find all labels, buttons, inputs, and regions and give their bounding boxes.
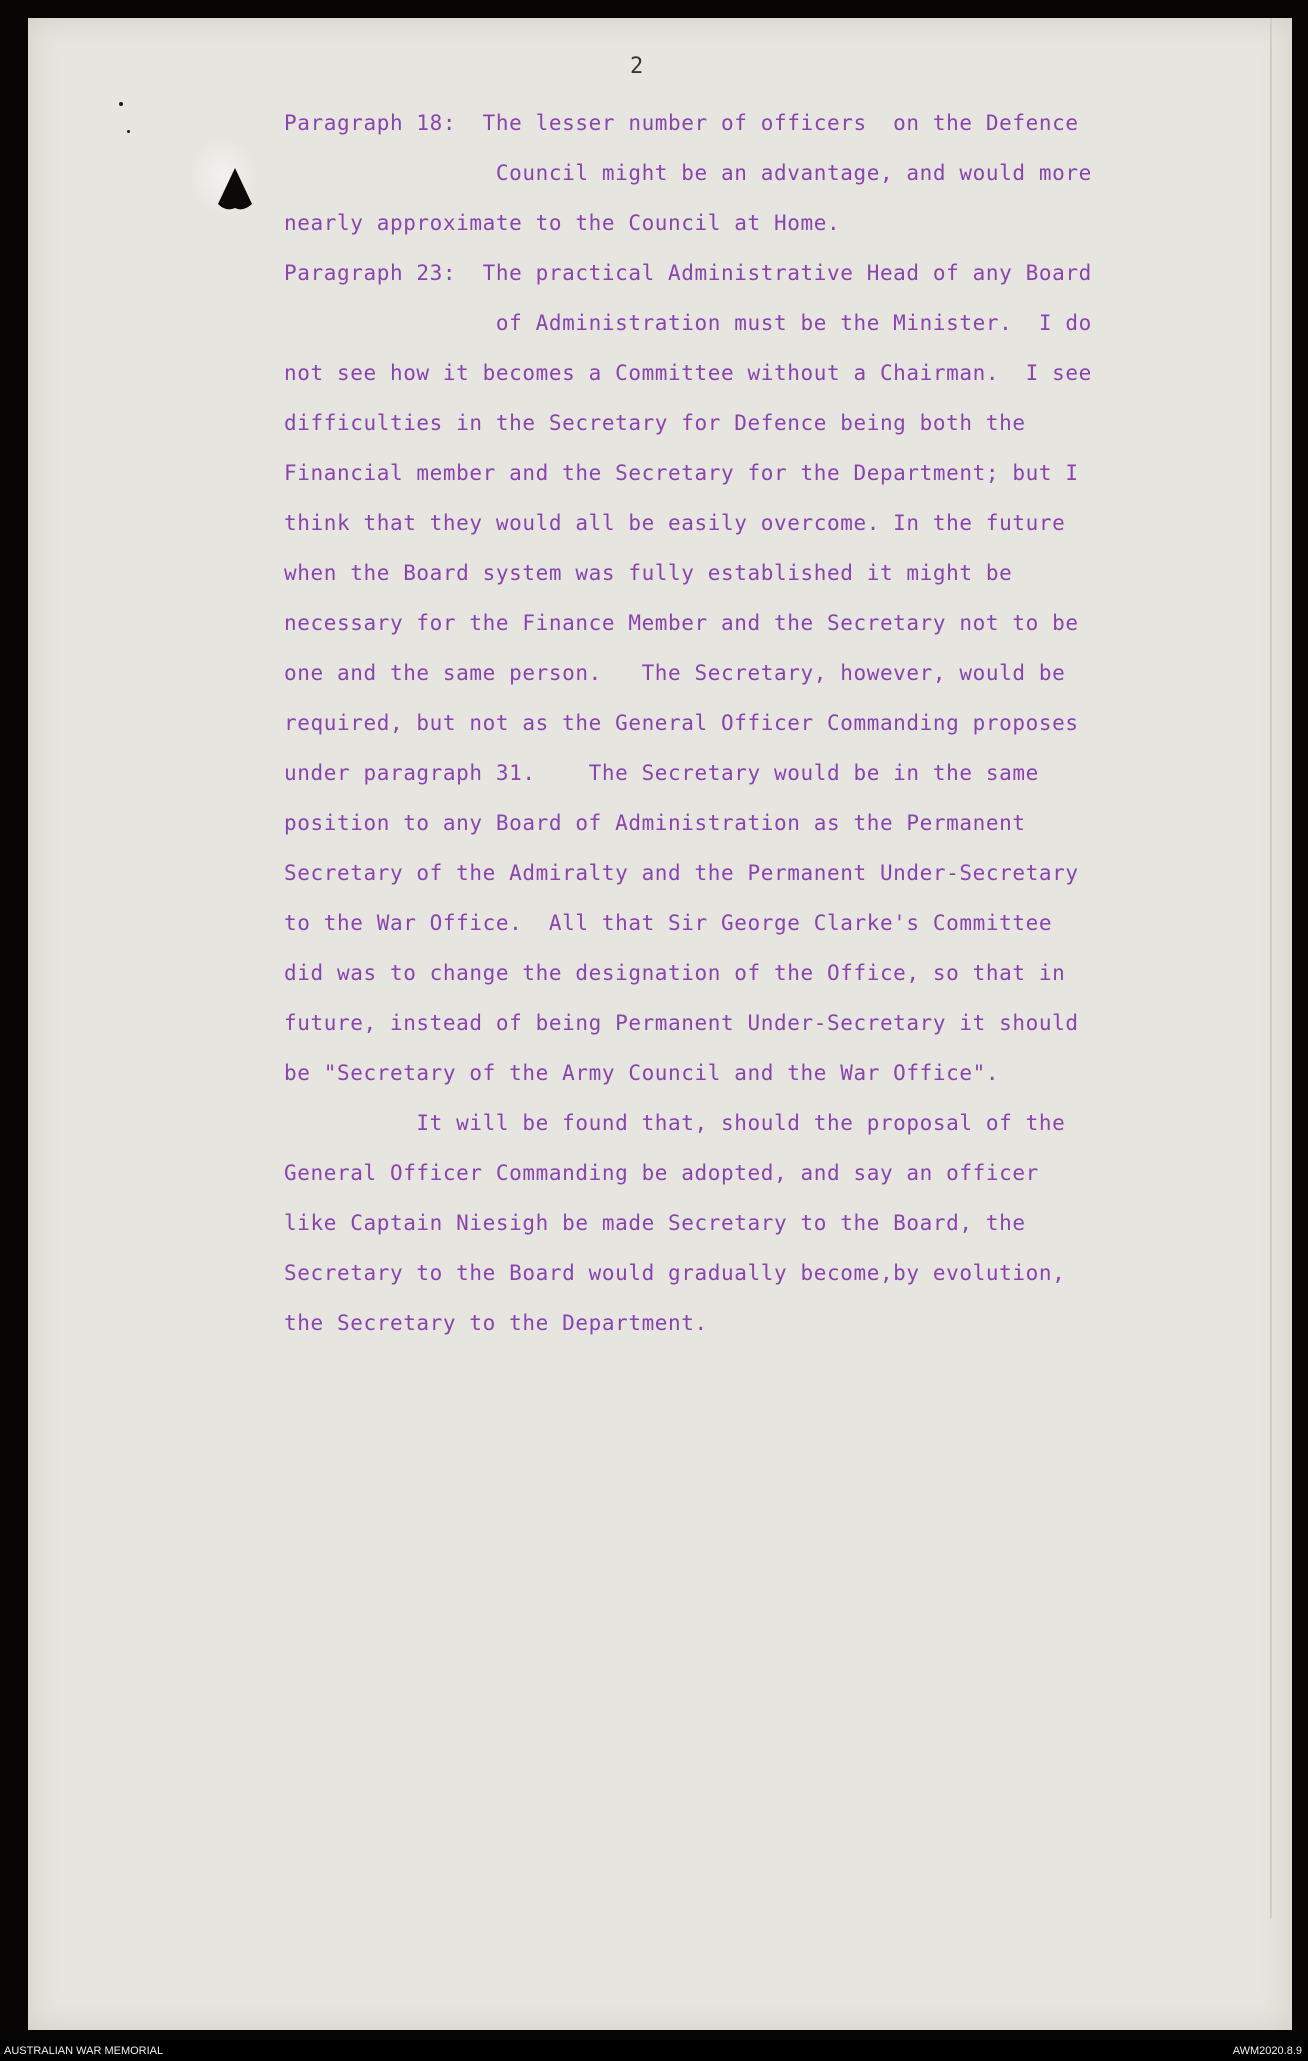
- text-line: under paragraph 31. The Secretary would be in the same: [284, 761, 1039, 785]
- text-line: one and the same person. The Secretary, however, would be: [284, 661, 1066, 685]
- text-line: position to any Board of Administration as the Permanent: [284, 811, 1026, 835]
- text-line: Secretary of the Admiralty and the Permanent Under-Secretary: [284, 861, 1079, 885]
- text-line: like Captain Niesigh be made Secretary to the Board, the: [284, 1211, 1026, 1235]
- text-line: required, but not as the General Officer Commanding proposes: [284, 711, 1079, 735]
- text-line: General Officer Commanding be adopted, and say an officer: [284, 1161, 1039, 1185]
- page-number: 2: [630, 54, 644, 79]
- text-line: be "Secretary of the Army Council and the War Office".: [284, 1061, 1000, 1085]
- text-line: future, instead of being Permanent Under-Secretary it should: [284, 1011, 1079, 1035]
- typed-letter-body: [284, 52, 1224, 1335]
- text-line: Paragraph 18: The lesser number of officers on the Defence: [284, 111, 1079, 135]
- text-line: when the Board system was fully established it might be: [284, 561, 1013, 585]
- archive-credit: AUSTRALIAN WAR MEMORIAL: [4, 2045, 164, 2057]
- text-line: Secretary to the Board would gradually become,by evolution,: [284, 1261, 1066, 1285]
- punch-hole-icon: [218, 168, 252, 212]
- text-line: of Administration must be the Minister. I do: [284, 311, 1092, 335]
- text-line: Financial member and the Secretary for the Department; but I: [284, 461, 1079, 485]
- text-line: Council might be an advantage, and would more: [284, 161, 1092, 185]
- text-line: not see how it becomes a Committee without a Chairman. I see: [284, 361, 1092, 385]
- text-line: necessary for the Finance Member and the Secretary not to be: [284, 611, 1079, 635]
- text-line: think that they would all be easily overcome. In the future: [284, 511, 1066, 535]
- archive-reference: AWM2020.8.9: [1232, 2045, 1302, 2057]
- text-line: the Secretary to the Department.: [284, 1311, 708, 1335]
- text-line: difficulties in the Secretary for Defence being both the: [284, 411, 1026, 435]
- text-line: did was to change the designation of the Office, so that in: [284, 961, 1066, 985]
- text-line: nearly approximate to the Council at Home.: [284, 211, 841, 235]
- text-line: It will be found that, should the proposal of the: [284, 1111, 1066, 1135]
- paper-speck: [127, 130, 130, 133]
- text-line: Paragraph 23: The practical Administrative Head of any Board: [284, 261, 1092, 285]
- paper-speck: [119, 102, 123, 106]
- text-line: to the War Office. All that Sir George Clarke's Committee: [284, 911, 1053, 935]
- paper-fold-edge: [1270, 18, 1272, 1918]
